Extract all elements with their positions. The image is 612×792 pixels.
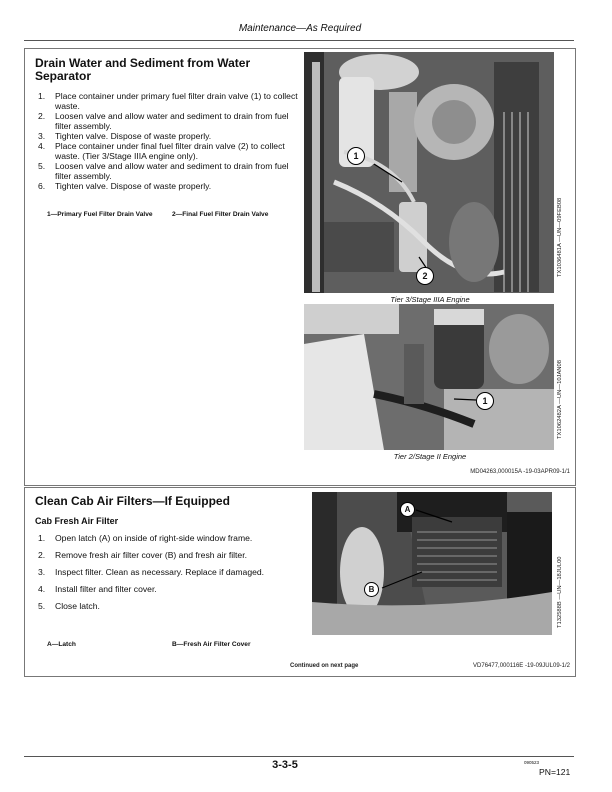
section-cab-air-filters <box>24 487 576 677</box>
pn-number: PN=121 <box>539 767 571 777</box>
step-item: 1. Open latch (A) on inside of right-side window frame. <box>38 533 253 543</box>
step-item: 3. Inspect filter. Clean as necessary. Replace if damaged. <box>38 567 265 577</box>
step-item: 2. Remove fresh air filter cover (B) and fresh air filter. <box>38 550 247 560</box>
reference-code: VD76477,000116E -19-09JUL09-1/2 <box>473 663 570 669</box>
legend-item: B—Fresh Air Filter Cover <box>172 641 251 648</box>
step-item: 6. Tighten valve. Dispose of waste properly. <box>38 181 212 191</box>
continued-note: Continued on next page <box>290 663 359 669</box>
callout-1: 1 <box>476 392 494 410</box>
section-subtitle: Cab Fresh Air Filter <box>35 516 119 526</box>
step-list <box>38 533 303 611</box>
section-drain-water <box>24 48 576 486</box>
legend-item: 2—Final Fuel Filter Drain Valve <box>172 211 269 218</box>
image-caption: Tier 3/Stage IIIA Engine <box>390 295 470 304</box>
revision-code: 090523 <box>524 760 540 765</box>
step-item: 5. Close latch. <box>38 601 100 611</box>
section-title: Clean Cab Air Filters—If Equipped <box>35 494 230 508</box>
page-number: 3-3-5 <box>272 759 298 771</box>
image-caption: Tier 2/Stage II Engine <box>393 452 467 461</box>
step-list <box>38 91 300 191</box>
step-item: 5. Loosen valve and allow water and sediment to drain from fuel filter assembly. <box>38 161 289 181</box>
header-divider <box>24 40 574 41</box>
step-item: 4. Install filter and filter cover. <box>38 584 157 594</box>
step-item: 3. Tighten valve. Dispose of waste properly. <box>38 131 212 141</box>
cab-filter-photo <box>312 492 552 635</box>
legend-item: A—Latch <box>47 641 76 648</box>
reference-code: MD04263,000015A -19-03APR09-1/1 <box>470 469 570 475</box>
callout-a: A <box>400 502 415 517</box>
callout-b: B <box>364 582 379 597</box>
callout-1: 1 <box>347 147 365 165</box>
image-code: TX1062482A —UN—10JAN08 <box>557 360 563 439</box>
legend-item: 1—Primary Fuel Filter Drain Valve <box>47 211 153 218</box>
footer-divider <box>24 756 574 757</box>
image-code: TX1036481A —UN—09FEB08 <box>557 197 563 277</box>
step-item: 4. Place container under final fuel filter drain valve (2) to collect waste. (Tier 3/Stage IIIA engine only). <box>38 141 285 161</box>
section-title: Drain Water and Sediment from Water Separator <box>35 56 251 83</box>
step-item: 2. Loosen valve and allow water and sediment to drain from fuel filter assembly. <box>38 111 289 131</box>
page-header: Maintenance—As Required <box>238 23 362 34</box>
callout-2: 2 <box>416 267 434 285</box>
engine-photo-tier3 <box>304 52 554 293</box>
image-code: T132588B —UN—18JUL00 <box>557 556 563 628</box>
step-item: 1. Place container under primary fuel filter drain valve (1) to collect waste. <box>38 91 298 111</box>
engine-photo-tier2 <box>304 304 554 450</box>
